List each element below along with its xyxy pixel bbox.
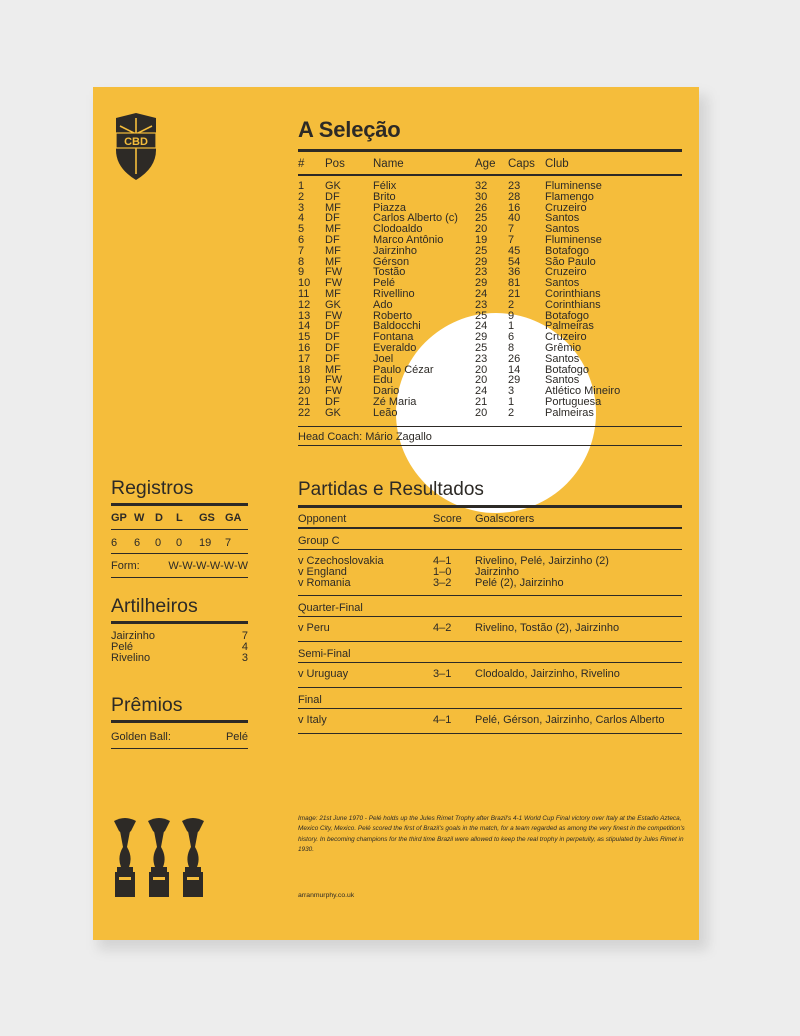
- player-number: 5: [298, 223, 305, 236]
- registros-values: [111, 537, 248, 550]
- trophy-icon: [111, 817, 139, 899]
- player-name: Fontana: [373, 331, 414, 344]
- player-name: Ado: [373, 298, 393, 311]
- player-club: Palmeiras: [545, 320, 594, 333]
- player-name: Paulo Cézar: [373, 363, 434, 376]
- match-score: 4–2: [433, 622, 452, 635]
- player-caps: 7: [508, 233, 515, 246]
- player-number: 1: [298, 180, 305, 192]
- player-age: 24: [475, 385, 488, 398]
- stage-matches: [298, 617, 682, 641]
- poster: [93, 87, 699, 940]
- player-number: 9: [298, 266, 305, 279]
- player-pos: MF: [325, 363, 341, 376]
- divider: [298, 733, 682, 734]
- player-club: Botafogo: [545, 363, 590, 376]
- player-pos: DF: [325, 331, 340, 344]
- player-age: 20: [475, 374, 488, 387]
- registros-value-cell: 0: [155, 537, 162, 549]
- partidas-title-rule: [298, 505, 682, 508]
- stage-matches: [298, 709, 682, 733]
- partidas-title: Partidas e Resultados: [298, 479, 484, 500]
- registros-header-cell: GS: [199, 512, 215, 524]
- table-row: [298, 567, 682, 578]
- results-header: [298, 513, 682, 527]
- player-caps: 21: [508, 287, 521, 300]
- player-club: Botafogo: [545, 309, 590, 322]
- player-caps: 16: [508, 201, 521, 214]
- player-caps: 28: [508, 190, 521, 203]
- table-row: [298, 669, 682, 680]
- player-number: 2: [298, 190, 305, 203]
- player-pos: MF: [325, 244, 341, 257]
- player-name: Leão: [373, 406, 398, 419]
- player-age: 29: [475, 277, 488, 290]
- player-club: Grêmio: [545, 341, 582, 354]
- player-pos: DF: [325, 212, 340, 225]
- player-caps: 1: [508, 395, 515, 408]
- registros-header-cell: L: [176, 512, 183, 524]
- player-pos: FW: [325, 374, 343, 387]
- player-caps: 81: [508, 277, 521, 290]
- head-coach: Head Coach: Mário Zagallo: [298, 431, 432, 443]
- player-pos: DF: [325, 320, 340, 333]
- coach-rule-top: [298, 426, 682, 427]
- award-label: Golden Ball:: [111, 731, 171, 743]
- player-club: Corinthians: [545, 298, 601, 311]
- player-name: Joel: [373, 352, 394, 365]
- player-number: 11: [298, 287, 310, 300]
- player-caps: 29: [508, 374, 521, 387]
- player-age: 23: [475, 298, 488, 311]
- form-value: W-W-W-W-W-W: [168, 560, 248, 572]
- player-number: 20: [298, 385, 311, 398]
- player-caps: 6: [508, 331, 515, 344]
- registros-rule-4: [111, 577, 248, 578]
- trophy-icon: [179, 817, 207, 899]
- player-pos: FW: [325, 309, 343, 322]
- registros-value-cell: 6: [111, 537, 118, 549]
- match-goalscorers: Rivelino, Tostão (2), Jairzinho: [475, 622, 620, 635]
- player-club: Santos: [545, 374, 580, 387]
- player-name: Edu: [373, 374, 393, 387]
- player-name: Roberto: [373, 309, 413, 322]
- player-name: Jairzinho: [373, 244, 418, 257]
- stage-label: Quarter-Final: [298, 602, 363, 615]
- player-caps: 1: [508, 320, 515, 333]
- col-caps: Caps: [508, 158, 535, 170]
- cbd-crest-icon: [114, 112, 158, 182]
- crest-text: CBD: [124, 136, 148, 148]
- stage-matches: [298, 663, 682, 687]
- player-age: 19: [475, 233, 488, 246]
- player-age: 29: [475, 255, 488, 268]
- player-pos: MF: [325, 287, 341, 300]
- registros-rule-3: [111, 553, 248, 554]
- player-name: Brito: [373, 190, 396, 203]
- player-pos: FW: [325, 385, 343, 398]
- form-label: Form:: [111, 560, 140, 572]
- player-caps: 8: [508, 341, 515, 354]
- scorer-name: Jairzinho: [111, 630, 156, 642]
- player-age: 20: [475, 223, 488, 236]
- scorer-goals: 7: [241, 630, 248, 642]
- player-name: Dario: [373, 385, 400, 398]
- registros-value-cell: 19: [199, 537, 212, 549]
- col-age: Age: [475, 158, 496, 170]
- credit-link[interactable]: arranmurphy.co.uk: [298, 892, 355, 899]
- player-number: 7: [298, 244, 305, 257]
- player-name: Carlos Alberto (c): [373, 212, 458, 225]
- match-score: 4–1: [433, 713, 452, 726]
- match-opponent: v Peru: [298, 622, 330, 635]
- scorers-list: [111, 631, 248, 664]
- player-pos: GK: [325, 298, 341, 311]
- results-table: [298, 513, 682, 734]
- player-name: Baldocchi: [373, 320, 421, 333]
- player-club: Cruzeiro: [545, 266, 587, 279]
- scorer-goals: 4: [241, 641, 248, 653]
- player-caps: 36: [508, 266, 521, 279]
- player-number: 19: [298, 374, 311, 387]
- player-pos: GK: [325, 406, 341, 419]
- selecao-title: A Seleção: [298, 117, 401, 142]
- player-club: Botafogo: [545, 244, 590, 257]
- player-club: Cruzeiro: [545, 331, 587, 344]
- player-club: Santos: [545, 212, 580, 225]
- player-name: Everaldo: [373, 341, 417, 354]
- trophy-icon: [145, 817, 173, 899]
- player-number: 8: [298, 255, 305, 268]
- registros-value-cell: 0: [176, 537, 183, 549]
- col-score: Score: [433, 513, 462, 525]
- player-number: 12: [298, 298, 311, 311]
- scorer-goals: 3: [241, 652, 248, 664]
- player-name: Zé Maria: [373, 395, 417, 408]
- col-num: #: [298, 158, 305, 170]
- player-name: Tostão: [373, 266, 406, 279]
- player-pos: MF: [325, 223, 341, 236]
- player-caps: 40: [508, 212, 521, 225]
- award-value: Pelé: [225, 731, 248, 743]
- player-age: 20: [475, 406, 488, 419]
- image-caption: Image: 21st June 1970 - Pelé holds up the Jules Rimet Trophy after Brazil's 4-1 World Cup Final victory over Italy at the Estadio Azteca, Mexico City, Mexico. Pelé scored the first of Brazil's goals in the match, for a team regarded as among the very finest in the competition's history. In becoming champions for the third time Brazil were allowed to keep the real trophy in perpetuity, as stipulated by Jules Rimet in 1930.: [298, 815, 685, 853]
- match-score: 4–1: [433, 555, 452, 567]
- player-age: 25: [475, 309, 488, 322]
- player-age: 25: [475, 341, 488, 354]
- player-name: Rivellino: [373, 287, 415, 300]
- player-club: Fluminense: [545, 233, 602, 246]
- player-club: Fluminense: [545, 180, 602, 192]
- player-number: 10: [298, 277, 311, 290]
- table-row: [298, 578, 682, 589]
- award-row: [111, 731, 248, 743]
- player-club: Cruzeiro: [545, 201, 587, 214]
- registros-header-cell: GA: [225, 512, 242, 524]
- stage-label: Final: [298, 693, 322, 706]
- premios-rule-2: [111, 748, 248, 749]
- player-pos: DF: [325, 190, 340, 203]
- player-name: Gérson: [373, 255, 410, 268]
- player-pos: GK: [325, 180, 341, 192]
- registros-section: [111, 477, 248, 578]
- premios-title: Prêmios: [111, 694, 183, 716]
- player-pos: DF: [325, 341, 340, 354]
- player-number: 17: [298, 352, 311, 365]
- player-number: 13: [298, 309, 311, 322]
- form-row: [111, 560, 248, 572]
- player-number: 14: [298, 320, 311, 333]
- artilheiros-title: Artilheiros: [111, 595, 198, 617]
- player-club: Flamengo: [545, 190, 594, 203]
- col-opponent: Opponent: [298, 513, 347, 525]
- artilheiros-section: [111, 595, 248, 664]
- player-age: 21: [475, 395, 488, 408]
- col-pos: Pos: [325, 158, 345, 170]
- player-caps: 2: [508, 406, 515, 419]
- player-age: 23: [475, 266, 488, 279]
- player-number: 21: [298, 395, 311, 408]
- registros-title: Registros: [111, 477, 194, 499]
- player-caps: 54: [508, 255, 521, 268]
- player-number: 22: [298, 406, 311, 419]
- player-caps: 3: [508, 385, 515, 398]
- col-name: Name: [373, 158, 404, 170]
- player-caps: 7: [508, 223, 515, 236]
- match-goalscorers: Pelé (2), Jairzinho: [475, 576, 564, 589]
- player-age: 32: [475, 180, 488, 192]
- premios-rule: [111, 720, 248, 723]
- squad-header: [298, 158, 682, 172]
- match-score: 3–2: [433, 576, 452, 589]
- match-opponent: v Uruguay: [298, 668, 349, 681]
- match-opponent: v Romania: [298, 576, 351, 589]
- col-goalscorers: Goalscorers: [475, 513, 535, 525]
- squad-header-rule: [298, 174, 682, 176]
- registros-rule-2: [111, 529, 248, 530]
- player-number: 6: [298, 233, 305, 246]
- player-number: 16: [298, 341, 311, 354]
- player-pos: DF: [325, 352, 340, 365]
- player-name: Félix: [373, 180, 397, 192]
- stage-label: Semi-Final: [298, 648, 351, 661]
- scorer-name: Rivelino: [111, 652, 151, 664]
- player-pos: FW: [325, 277, 343, 290]
- registros-header-cell: GP: [111, 512, 127, 524]
- player-age: 24: [475, 287, 488, 300]
- match-opponent: v Czechoslovakia: [298, 555, 384, 567]
- player-pos: FW: [325, 266, 343, 279]
- stage-label: Group C: [298, 535, 340, 547]
- match-score: 1–0: [433, 565, 452, 578]
- player-caps: 9: [508, 309, 515, 322]
- player-pos: MF: [325, 201, 341, 214]
- player-name: Clodoaldo: [373, 223, 423, 236]
- registros-rule: [111, 503, 248, 506]
- player-age: 30: [475, 190, 488, 203]
- match-goalscorers: Pelé, Gérson, Jairzinho, Carlos Alberto: [475, 713, 665, 726]
- player-club: Santos: [545, 352, 580, 365]
- match-opponent: v England: [298, 565, 347, 578]
- player-club: Atlético Mineiro: [545, 385, 621, 398]
- player-number: 18: [298, 363, 311, 376]
- match-goalscorers: Rivelino, Pelé, Jairzinho (2): [475, 555, 609, 567]
- registros-headers: [111, 512, 248, 525]
- player-pos: DF: [325, 233, 340, 246]
- coach-rule-bottom: [298, 445, 682, 446]
- player-caps: 45: [508, 244, 521, 257]
- player-name: Marco Antônio: [373, 233, 444, 246]
- registros-header-cell: W: [134, 512, 145, 524]
- list-item: [111, 653, 248, 664]
- player-pos: DF: [325, 395, 340, 408]
- player-club: Santos: [545, 277, 580, 290]
- player-caps: 26: [508, 352, 521, 365]
- match-score: 3–1: [433, 668, 452, 681]
- player-club: Corinthians: [545, 287, 601, 300]
- player-number: 15: [298, 331, 311, 344]
- player-name: Piazza: [373, 201, 407, 214]
- premios-section: [111, 694, 248, 749]
- col-club: Club: [545, 158, 569, 170]
- selecao-title-rule: [298, 149, 682, 152]
- player-caps: 23: [508, 180, 521, 192]
- player-caps: 2: [508, 298, 515, 311]
- registros-value-cell: 7: [225, 537, 232, 549]
- artilheiros-rule: [111, 621, 248, 624]
- player-age: 23: [475, 352, 488, 365]
- player-name: Pelé: [373, 277, 396, 290]
- registros-value-cell: 6: [134, 537, 141, 549]
- match-goalscorers: Clodoaldo, Jairzinho, Rivelino: [475, 668, 620, 681]
- player-age: 25: [475, 244, 488, 257]
- table-row: [298, 623, 682, 634]
- player-age: 29: [475, 331, 488, 344]
- player-club: Portuguesa: [545, 395, 602, 408]
- table-row: [298, 715, 682, 726]
- player-pos: MF: [325, 255, 341, 268]
- match-goalscorers: Jairzinho: [475, 565, 520, 578]
- player-age: 24: [475, 320, 488, 333]
- player-club: Palmeiras: [545, 406, 594, 419]
- scorer-name: Pelé: [111, 641, 134, 653]
- player-age: 25: [475, 212, 488, 225]
- player-club: São Paulo: [545, 255, 596, 268]
- player-number: 4: [298, 212, 305, 225]
- stage-matches: [298, 550, 682, 595]
- registros-header-cell: D: [155, 512, 163, 524]
- player-age: 20: [475, 363, 488, 376]
- player-number: 3: [298, 201, 305, 214]
- match-opponent: v Italy: [298, 713, 327, 726]
- player-caps: 14: [508, 363, 521, 376]
- player-club: Santos: [545, 223, 580, 236]
- player-age: 26: [475, 201, 488, 214]
